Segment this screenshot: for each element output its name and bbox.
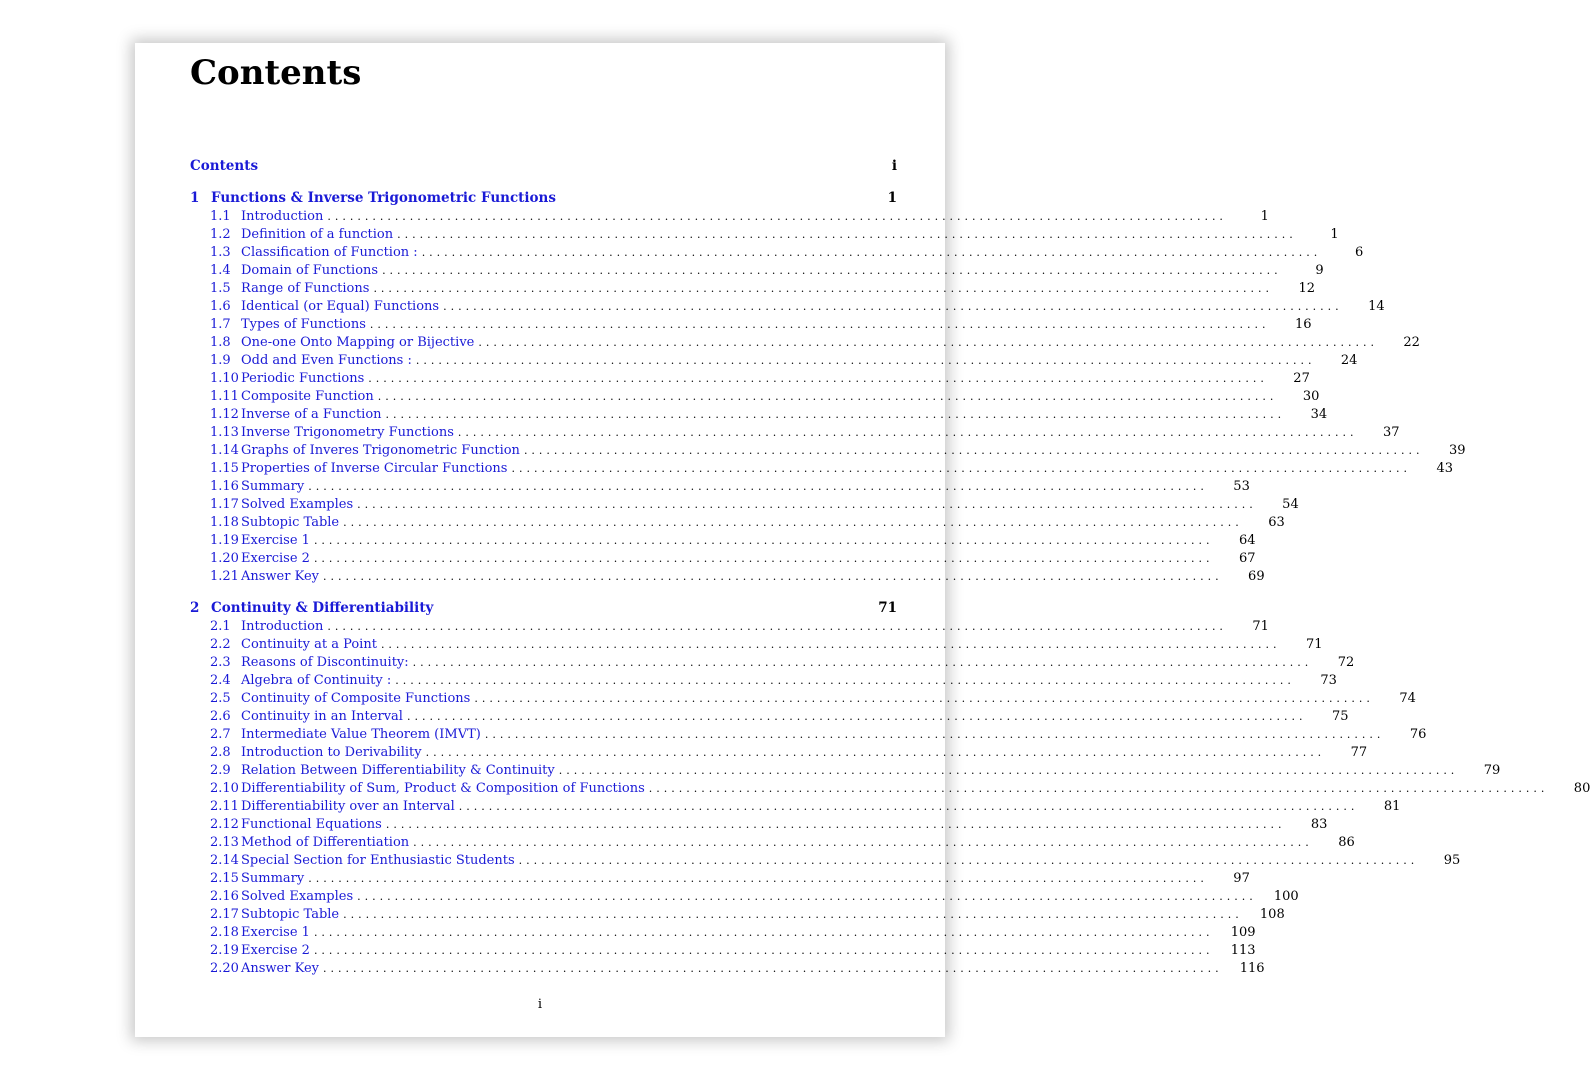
toc-page-number: 24 <box>1340 353 1358 368</box>
section-title-link[interactable]: Continuity of Composite Functions <box>241 691 471 706</box>
toc-page-number: 71 <box>1305 637 1323 652</box>
section-number[interactable]: 2.19 <box>210 943 239 958</box>
dot-leader: ........................................................................................................................ <box>478 336 1378 349</box>
section-number[interactable]: 2.1 <box>210 619 231 634</box>
section-title-link[interactable]: Introduction to Derivability <box>241 745 422 760</box>
dot-leader: ........................................................................................................................ <box>458 800 1359 813</box>
toc-contents-entry[interactable] <box>190 156 897 176</box>
chapter-number[interactable]: 2 <box>190 600 200 616</box>
section-number[interactable]: 2.10 <box>210 781 239 796</box>
section-title-link[interactable]: Answer Key <box>241 961 319 976</box>
toc-page-number: 43 <box>1436 461 1454 476</box>
dot-leader: ........................................................................................................................ <box>385 818 1286 831</box>
section-number[interactable]: 1.5 <box>210 281 231 296</box>
toc-page-number: 1 <box>1330 227 1339 242</box>
toc-page-number: 69 <box>1248 569 1265 584</box>
toc-section-entry[interactable] <box>190 690 1416 708</box>
dot-leader: ........................................................................................................................ <box>369 318 1270 331</box>
toc-page-number: 79 <box>1483 763 1501 778</box>
toc-chapter-entry[interactable] <box>190 188 897 208</box>
section-title-link[interactable]: Exercise 1 <box>241 533 310 548</box>
toc-section-entry[interactable] <box>190 208 1269 226</box>
dot-leader: ........................................................................................................................ <box>373 282 1274 295</box>
section-number[interactable]: 1.20 <box>210 551 239 566</box>
toc-contents-link[interactable]: Contents <box>190 158 259 174</box>
section-number[interactable]: 2.16 <box>210 889 239 904</box>
section-title-link[interactable]: Odd and Even Functions : <box>241 353 412 368</box>
section-number[interactable]: 2.20 <box>210 961 239 976</box>
toc-section-entry[interactable] <box>190 406 1328 424</box>
section-title-link[interactable]: Solved Examples <box>241 889 354 904</box>
dot-leader: ........................................................................................................................ <box>385 408 1286 421</box>
section-title-link[interactable]: Introduction <box>241 619 324 634</box>
section-number[interactable]: 2.5 <box>210 691 231 706</box>
section-title-link[interactable]: Types of Functions <box>241 317 366 332</box>
section-title-link[interactable]: Domain of Functions <box>241 263 379 278</box>
toc-section-entry[interactable] <box>190 708 1349 726</box>
dot-leader: ........................................................................................................................ <box>357 890 1257 903</box>
dot-leader: ........................................................................................................................ <box>313 534 1214 547</box>
toc-page-number: 109 <box>1230 925 1256 940</box>
dot-leader: ........................................................................................................................ <box>406 710 1307 723</box>
section-number[interactable]: 2.14 <box>210 853 239 868</box>
section-title-link[interactable]: Method of Differentiation <box>241 835 410 850</box>
section-title-link[interactable]: Relation Between Differentiability & Continuity <box>241 763 555 778</box>
section-number[interactable]: 1.3 <box>210 245 231 260</box>
toc-section-entry[interactable] <box>190 636 1323 654</box>
toc-section-entry[interactable] <box>190 298 1385 316</box>
page-title: Contents <box>190 53 362 93</box>
toc-chapter-entry[interactable] <box>190 598 897 618</box>
toc-section-entry[interactable] <box>190 352 1358 370</box>
toc-section-entry[interactable] <box>190 388 1320 406</box>
toc-page-number: 80 <box>1573 781 1590 796</box>
section-title-link[interactable]: Composite Function <box>241 389 374 404</box>
section-number[interactable]: 2.9 <box>210 763 231 778</box>
toc-page-number: 83 <box>1310 817 1328 832</box>
dot-leader: ........................................................................................................................ <box>308 872 1208 885</box>
dot-leader: ........................................................................................................................ <box>415 354 1316 367</box>
toc-section-entry[interactable] <box>190 672 1337 690</box>
toc-section-entry[interactable] <box>190 888 1299 906</box>
dot-leader: ........................................................................................................................ <box>511 462 1412 475</box>
toc-section-entry[interactable] <box>190 514 1285 532</box>
section-title-link[interactable]: Definition of a function <box>241 227 394 242</box>
toc-page-number: 75 <box>1332 709 1349 724</box>
chapter-title-link[interactable]: Functions & Inverse Trigonometric Functions <box>211 190 556 206</box>
section-title-link[interactable]: Exercise 2 <box>241 551 310 566</box>
section-number[interactable]: 2.18 <box>210 925 239 940</box>
toc-section-entry[interactable] <box>190 334 1420 352</box>
dot-leader: ........................................................................................................................ <box>327 210 1227 223</box>
section-title-link[interactable]: Subtopic Table <box>241 907 340 922</box>
section-title-link[interactable]: Intermediate Value Theorem (IMVT) <box>241 727 481 742</box>
page-footer-number: i <box>537 997 543 1012</box>
section-number[interactable]: 1.10 <box>210 371 239 386</box>
toc-page-number: 95 <box>1443 853 1461 868</box>
dot-leader: ........................................................................................................................ <box>457 426 1358 439</box>
toc-section-entry[interactable] <box>190 618 1269 636</box>
section-title-link[interactable]: One-one Onto Mapping or Bijective <box>241 335 475 350</box>
toc-section-entry[interactable] <box>190 924 1256 942</box>
toc-page-number: 9 <box>1315 263 1324 278</box>
section-title-link[interactable]: Graphs of Inveres Trigonometric Function <box>241 443 520 458</box>
chapter-title-link[interactable]: Continuity & Differentiability <box>211 600 434 616</box>
dot-leader: ........................................................................................................................ <box>343 908 1243 921</box>
toc-page-number: 63 <box>1268 515 1285 530</box>
section-number[interactable]: 2.6 <box>210 709 231 724</box>
section-number[interactable]: 1.17 <box>210 497 239 512</box>
toc-section-entry[interactable] <box>190 942 1256 960</box>
toc-page-number: 39 <box>1448 443 1466 458</box>
section-title-link[interactable]: Continuity in an Interval <box>241 709 403 724</box>
dot-leader: ........................................................................................................................ <box>382 264 1282 277</box>
toc-section-entry[interactable] <box>190 744 1368 762</box>
toc-page-number: 1 <box>887 190 897 206</box>
toc-page-number: 22 <box>1403 335 1420 350</box>
dot-leader: ........................................................................................................................ <box>421 246 1322 259</box>
toc-page-number: 53 <box>1233 479 1250 494</box>
toc-section-entry[interactable] <box>190 834 1355 852</box>
dot-leader: ........................................................................................................................ <box>308 480 1208 493</box>
section-number[interactable]: 2.17 <box>210 907 239 922</box>
dot-leader: ........................................................................................................................ <box>425 746 1326 759</box>
toc-section-entry[interactable] <box>190 654 1355 672</box>
dot-leader: ........................................................................................................................ <box>648 782 1549 795</box>
section-number[interactable]: 1.4 <box>210 263 231 278</box>
toc-page-number: 97 <box>1233 871 1250 886</box>
toc-section-entry[interactable] <box>190 852 1461 870</box>
toc-page-number: 54 <box>1282 497 1299 512</box>
dot-leader: ........................................................................................................................ <box>518 854 1419 867</box>
toc-section-entry[interactable] <box>190 460 1454 478</box>
toc-section-entry[interactable] <box>190 780 1590 798</box>
section-title-link[interactable]: Range of Functions <box>241 281 370 296</box>
toc-section-entry[interactable] <box>190 568 1265 586</box>
section-title-link[interactable]: Subtopic Table <box>241 515 340 530</box>
dot-leader: ........................................................................................................................ <box>443 300 1343 313</box>
section-number[interactable]: 1.12 <box>210 407 239 422</box>
toc-page-number: 1 <box>1260 209 1269 224</box>
toc-section-entry[interactable] <box>190 442 1466 460</box>
section-number[interactable]: 1.7 <box>210 317 231 332</box>
toc-page-number: 14 <box>1368 299 1385 314</box>
toc-page-number: 12 <box>1298 281 1316 296</box>
toc-section-entry[interactable] <box>190 316 1312 334</box>
dot-leader: ........................................................................................................................ <box>327 620 1227 633</box>
dot-leader: ........................................................................................................................ <box>323 962 1223 975</box>
section-number[interactable]: 1.8 <box>210 335 231 350</box>
dot-leader: ........................................................................................................................ <box>323 570 1223 583</box>
table-of-contents <box>190 156 1590 978</box>
section-number[interactable]: 1.21 <box>210 569 239 584</box>
toc-page-number: 64 <box>1238 533 1256 548</box>
section-title-link[interactable]: Periodic Functions <box>241 371 365 386</box>
section-number[interactable]: 1.18 <box>210 515 239 530</box>
toc-page-number: 108 <box>1259 907 1285 922</box>
toc-page-number: 76 <box>1409 727 1427 742</box>
toc-page-number: 72 <box>1337 655 1355 670</box>
dot-leader: ........................................................................................................................ <box>484 728 1385 741</box>
section-title-link[interactable]: Continuity at a Point <box>241 637 377 652</box>
toc-section-entry[interactable] <box>190 226 1339 244</box>
section-number[interactable]: 2.15 <box>210 871 239 886</box>
toc-page-number: 34 <box>1310 407 1328 422</box>
section-number[interactable]: 1.19 <box>210 533 239 548</box>
toc-section-entry[interactable] <box>190 370 1310 388</box>
section-title-link[interactable]: Exercise 2 <box>241 943 310 958</box>
dot-leader: ........................................................................................................................ <box>357 498 1257 511</box>
section-title-link[interactable]: Summary <box>241 479 305 494</box>
section-title-link[interactable]: Introduction <box>241 209 324 224</box>
section-title-link[interactable]: Algebra of Continuity : <box>241 673 392 688</box>
section-number[interactable]: 2.8 <box>210 745 231 760</box>
dot-leader: ........................................................................................................................ <box>377 390 1278 403</box>
section-number[interactable]: 2.3 <box>210 655 231 670</box>
dot-leader: ........................................................................................................................ <box>412 656 1313 669</box>
toc-page-number: 86 <box>1338 835 1355 850</box>
toc-section-entry[interactable] <box>190 244 1364 262</box>
chapter-number[interactable]: 1 <box>190 190 200 206</box>
toc-page-number: 6 <box>1355 245 1364 260</box>
section-number[interactable]: 1.1 <box>210 209 231 224</box>
toc-page-number: 16 <box>1294 317 1312 332</box>
dot-leader: ........................................................................................................................ <box>313 926 1214 939</box>
toc-page-number: 73 <box>1320 673 1337 688</box>
section-title-link[interactable]: Differentiability over an Interval <box>241 799 455 814</box>
toc-section-entry[interactable] <box>190 762 1501 780</box>
toc-section-entry[interactable] <box>190 726 1427 744</box>
dot-leader: ........................................................................................................................ <box>413 836 1313 849</box>
toc-section-entry[interactable] <box>190 280 1316 298</box>
section-title-link[interactable]: Differentiability of Sum, Product & Composition of Functions <box>241 781 645 796</box>
section-title-link[interactable]: Reasons of Discontinuity: <box>241 655 409 670</box>
dot-leader: ........................................................................................................................ <box>313 552 1214 565</box>
section-number[interactable]: 2.4 <box>210 673 231 688</box>
toc-section-entry[interactable] <box>190 870 1250 888</box>
section-title-link[interactable]: Classification of Function : <box>241 245 418 260</box>
toc-page-number: 113 <box>1230 943 1256 958</box>
dot-leader: ........................................................................................................................ <box>474 692 1374 705</box>
section-title-link[interactable]: Summary <box>241 871 305 886</box>
toc-page-number: 71 <box>1252 619 1269 634</box>
dot-leader: ........................................................................................................................ <box>558 764 1459 777</box>
dot-leader: ........................................................................................................................ <box>313 944 1214 957</box>
section-number[interactable]: 2.11 <box>210 799 239 814</box>
section-number[interactable]: 1.13 <box>210 425 239 440</box>
toc-page-number: 27 <box>1293 371 1310 386</box>
toc-page-number: 30 <box>1302 389 1320 404</box>
toc-section-entry[interactable] <box>190 262 1324 280</box>
toc-page-number: 67 <box>1238 551 1256 566</box>
toc-page-number: i <box>891 158 897 174</box>
toc-section-entry[interactable] <box>190 960 1265 978</box>
section-number[interactable]: 1.6 <box>210 299 231 314</box>
section-number[interactable]: 1.11 <box>210 389 239 404</box>
dot-leader: ........................................................................................................................ <box>343 516 1243 529</box>
toc-section-entry[interactable] <box>190 816 1328 834</box>
section-title-link[interactable]: Inverse Trigonometry Functions <box>241 425 454 440</box>
toc-page-number: 116 <box>1239 961 1265 976</box>
dot-leader: ........................................................................................................................ <box>380 638 1281 651</box>
toc-page-number: 77 <box>1350 745 1368 760</box>
dot-leader: ........................................................................................................................ <box>368 372 1268 385</box>
section-number[interactable]: 1.9 <box>210 353 231 368</box>
toc-section-entry[interactable] <box>190 798 1401 816</box>
toc-section-entry[interactable] <box>190 478 1250 496</box>
toc-section-entry[interactable] <box>190 496 1299 514</box>
toc-section-entry[interactable] <box>190 906 1285 924</box>
section-title-link[interactable]: Inverse of a Function <box>241 407 382 422</box>
toc-page-number: 37 <box>1382 425 1400 440</box>
toc-page-number: 100 <box>1273 889 1299 904</box>
section-number[interactable]: 2.2 <box>210 637 231 652</box>
dot-leader: ........................................................................................................................ <box>397 228 1297 241</box>
section-title-link[interactable]: Exercise 1 <box>241 925 310 940</box>
section-number[interactable]: 2.12 <box>210 817 239 832</box>
section-number[interactable]: 2.13 <box>210 835 239 850</box>
section-number[interactable]: 1.16 <box>210 479 239 494</box>
dot-leader: ........................................................................................................................ <box>523 444 1424 457</box>
section-title-link[interactable]: Functional Equations <box>241 817 382 832</box>
toc-page-number: 74 <box>1399 691 1416 706</box>
section-number[interactable]: 1.14 <box>210 443 239 458</box>
toc-page-number: 71 <box>878 600 897 616</box>
section-number[interactable]: 1.2 <box>210 227 231 242</box>
section-title-link[interactable]: Identical (or Equal) Functions <box>241 299 440 314</box>
section-title-link[interactable]: Answer Key <box>241 569 319 584</box>
section-number[interactable]: 1.15 <box>210 461 239 476</box>
toc-section-entry[interactable] <box>190 424 1400 442</box>
section-number[interactable]: 2.7 <box>210 727 231 742</box>
toc-section-entry[interactable] <box>190 550 1256 568</box>
dot-leader: ........................................................................................................................ <box>395 674 1295 687</box>
section-title-link[interactable]: Special Section for Enthusiastic Students <box>241 853 515 868</box>
toc-section-entry[interactable] <box>190 532 1256 550</box>
section-title-link[interactable]: Solved Examples <box>241 497 354 512</box>
document-page <box>135 43 1590 1037</box>
toc-page-number: 81 <box>1383 799 1401 814</box>
section-title-link[interactable]: Properties of Inverse Circular Functions <box>241 461 508 476</box>
